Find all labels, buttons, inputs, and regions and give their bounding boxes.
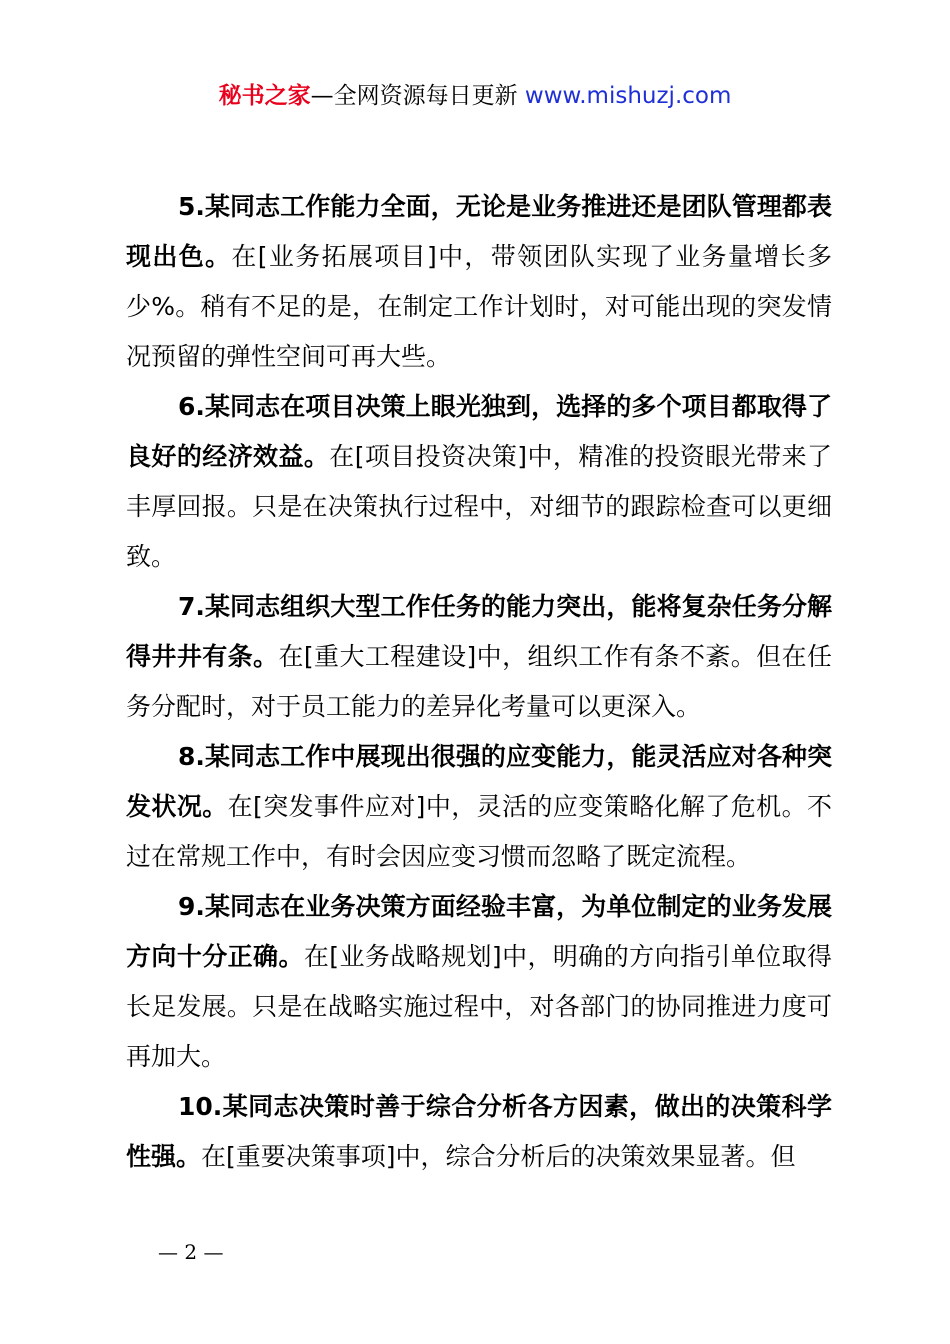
- paragraph-8: [126, 732, 832, 882]
- paragraph-text: 在[突发事件应对]中，灵活的应变策略化解了危机。不过在常规工作中，有时会因应变习惯而忽略了既定流程。: [126, 792, 832, 871]
- paragraph-text: 在[业务战略规划]中，明确的方向指引单位取得长足发展。只是在战略实施过程中，对各部门的协同推进力度可再加大。: [126, 942, 832, 1071]
- paragraph-lead: 5.某同志工作能力全面，无论是业务推进还是团队管理都表现出色。: [126, 192, 832, 271]
- paragraph-lead: 10.某同志决策时善于综合分析各方因素，做出的决策科学性强。: [126, 1092, 832, 1171]
- paragraph-6: [126, 382, 832, 582]
- site-url-link[interactable]: www.mishuzj.com: [524, 83, 732, 109]
- paragraph-text: 在[项目投资决策]中，精准的投资眼光带来了丰厚回报。只是在决策执行过程中，对细节的跟踪检查可以更细致。: [126, 442, 832, 571]
- paragraph-lead: 7.某同志组织大型工作任务的能力突出，能将复杂任务分解得井井有条。: [126, 592, 832, 671]
- paragraph-5: [126, 182, 832, 382]
- paragraph-9: [126, 882, 832, 1082]
- paragraph-text: 在[重要决策事项]中，综合分析后的决策效果显著。但: [201, 1142, 796, 1171]
- paragraph-lead: 6.某同志在项目决策上眼光独到，选择的多个项目都取得了良好的经济效益。: [126, 392, 832, 471]
- paragraph-lead: 8.某同志工作中展现出很强的应变能力，能灵活应对各种突发状况。: [126, 742, 832, 821]
- paragraph-text: 在[业务拓展项目]中，带领团队实现了业务量增长多少%。稍有不足的是，在制定工作计划时，对可能出现的突发情况预留的弹性空间可再大些。: [126, 242, 832, 371]
- paragraph-text: 在[重大工程建设]中，组织工作有条不紊。但在任务分配时，对于员工能力的差异化考量可以更深入。: [126, 642, 832, 721]
- paragraph-lead: 9.某同志在业务决策方面经验丰富，为单位制定的业务发展方向十分正确。: [126, 892, 832, 971]
- site-header: [0, 80, 950, 112]
- document-body: [126, 182, 832, 1182]
- page-number: — 2 —: [158, 1240, 224, 1264]
- paragraph-7: [126, 582, 832, 732]
- brand-name: 秘书之家: [218, 83, 311, 109]
- header-tagline: —全网资源每日更新: [310, 83, 525, 109]
- paragraph-10: [126, 1082, 832, 1182]
